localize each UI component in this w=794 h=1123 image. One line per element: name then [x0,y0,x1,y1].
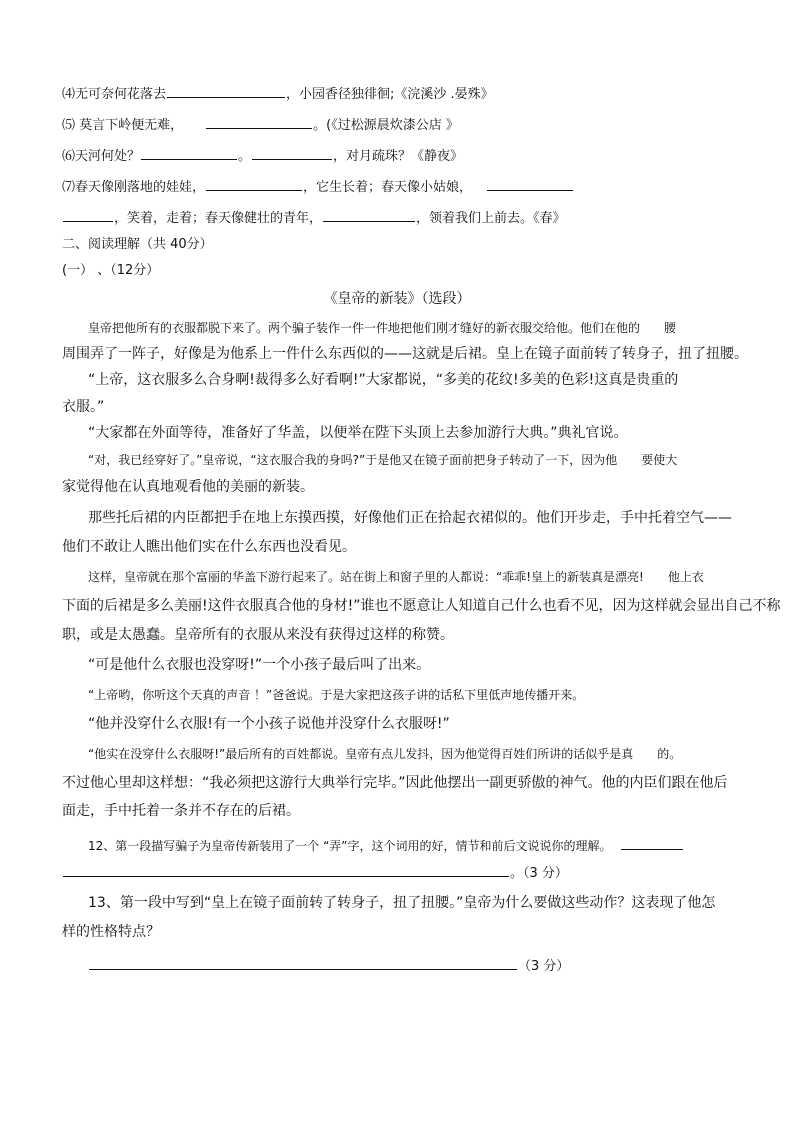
passage-p3: “大家都在外面等待，准备好了华盖，以便举在陛下头顶上去参加游行大典。”典礼官说。 [88,425,628,441]
fill-in-q5 [62,114,459,136]
q13-answer-blank[interactable] [89,955,517,970]
passage-p6-line1: 这样，皇帝就在那个富丽的华盖下游行起来了。站在街上和窗子里的人都说：“乖乖!皇上的新装真是漂亮! 他上衣 [88,570,704,584]
q6-answer-blank-2[interactable] [252,145,332,160]
q12-text: 12、第一段描写骗子为皇帝传新装用了一个 “弄”字，这个词用的好，情节和前后文说说你的理解。 [88,839,612,853]
passage-p5-line1: 那些托后裙的内臣都把手在地上东摸西摸，好像他们正在拾起衣裙似的。他们开步走，手中托着空气—— [88,510,732,526]
q5-number: ⑸ [62,118,76,133]
passage-p1-line2: 周围弄了一阵子，好像是为他系上一件什么东西似的——这就是后裙。皇上在镜子面前转了转身子，扭了扭腰。 [62,346,748,362]
q7b-text-a: ，笑着，走着；春天像健壮的青年， [114,211,323,226]
passage-p1-line1: 皇帝把他所有的衣服都脱下来了。两个骗子装作一件一件地把他们刚才缝好的新衣服交给他。他们在他的 腰 [88,321,677,335]
passage-p6-line3: 职，或是太愚蠢。皇帝所有的衣服从来没有获得过这样的称赞。 [62,627,454,643]
passage-p8: “上帝哟，你听这个天真的声音 ！”爸爸说。于是大家把这孩子讲的话私下里低声地传播开来。 [88,688,585,702]
q7-answer-blank-2[interactable] [487,176,573,191]
q7-answer-blank-3[interactable] [63,207,113,222]
q7-text-b: ，它生长着；春天像小姑娘， [303,180,473,195]
q13-score: （3 分） [518,959,570,974]
passage-p10-line2: 不过他心里却这样想：“我必须把这游行大典举行完毕。”因此他摆出一副更骄傲的神气。他的内臣们跟在他后 [62,775,728,791]
q6-text-c: ，对月疏珠？《静夜》 [333,149,464,164]
q12-score: 。（3 分） [510,866,568,881]
passage-p9: “他并没穿什么衣服!有一个小孩子说他并没穿什么衣服呀!” [88,716,450,732]
passage-p2-line2: 衣服。” [62,399,105,415]
fill-in-q7-cont [62,207,566,229]
passage-p6-line2: 下面的后裙是多么美丽!这件衣服真合他的身材!”谁也不愿意让人知道自己什么也看不见，因为这样就会显出自己不称 [62,598,781,614]
q7-text-a: 春天像刚落地的娃娃， [75,180,206,195]
fill-in-q6 [62,145,463,167]
fill-in-q7 [62,176,574,198]
q5-text-a: 莫言下岭便无难， [75,118,184,133]
question-13-line1: 13、第一段中写到“皇上在镜子面前转了转身子，扭了扭腰。”皇帝为什么要做这些动作？这表现了他怎 [88,895,716,911]
fill-in-q4 [62,83,494,105]
question-13-line2: 样的性格特点？ [62,924,160,940]
question-12 [88,835,684,856]
q5-text-b: 。(《过松源晨炊漆公店 》 [313,118,459,133]
q12-answer-blank-1[interactable] [621,835,683,850]
passage-title: 《皇帝的新装》（选段） [323,291,471,307]
q6-text-b: 。 [238,149,252,164]
passage-p7: “可是他什么衣服也没穿呀!”一个小孩子最后叫了出来。 [88,657,431,673]
passage-p4-line1: “对，我已经穿好了。”皇帝说，“这衣服合我的身吗?”于是他又在镜子面前把身子转动了一下，因为他 要使大 [88,453,678,467]
q12-answer-blank-2[interactable] [63,862,509,877]
question-12-answer-line [62,862,568,884]
section-heading: 二、阅读理解（共 40分） [62,237,213,252]
passage-p4-line2: 家觉得他在认真地观看他的美丽的新装。 [62,479,314,495]
q5-answer-blank[interactable] [206,114,312,129]
question-13-answer-line [88,955,569,977]
q4-text-b: ，小园香径独徘徊;《浣溪沙 .晏殊》 [286,87,494,102]
q4-text-a: 无可奈何花落去 [75,87,167,102]
passage-p2-line1: “上帝，这衣服多么合身啊!裁得多么好看啊!”大家都说，“多美的花纹!多美的色彩!这真是贵重的 [88,372,679,388]
q4-number: ⑷ [62,87,76,102]
q4-answer-blank[interactable] [167,83,285,98]
q6-number: ⑹ [62,149,76,164]
q7-answer-blank-1[interactable] [206,176,302,191]
passage-p5-line2: 他们不敢让人瞧出他们实在什么东西也没看见。 [62,539,356,555]
q7b-text-b: ，领着我们上前去。《春》 [416,211,566,226]
passage-p10-line3: 面走，手中托着一条并不存在的后裙。 [62,803,300,819]
passage-p10-line1: “他实在没穿什么衣服呀!”最后所有的百姓都说。皇帝有点儿发抖，因为他觉得百姓们所讲的话似乎是真 的。 [88,747,682,761]
q6-answer-blank-1[interactable] [141,145,237,160]
q7-answer-blank-4[interactable] [323,207,415,222]
q7-number: ⑺ [62,180,76,195]
subsection-heading: (一） 、（12分） [62,263,160,278]
q6-text-a: 天河何处？ [75,149,141,164]
